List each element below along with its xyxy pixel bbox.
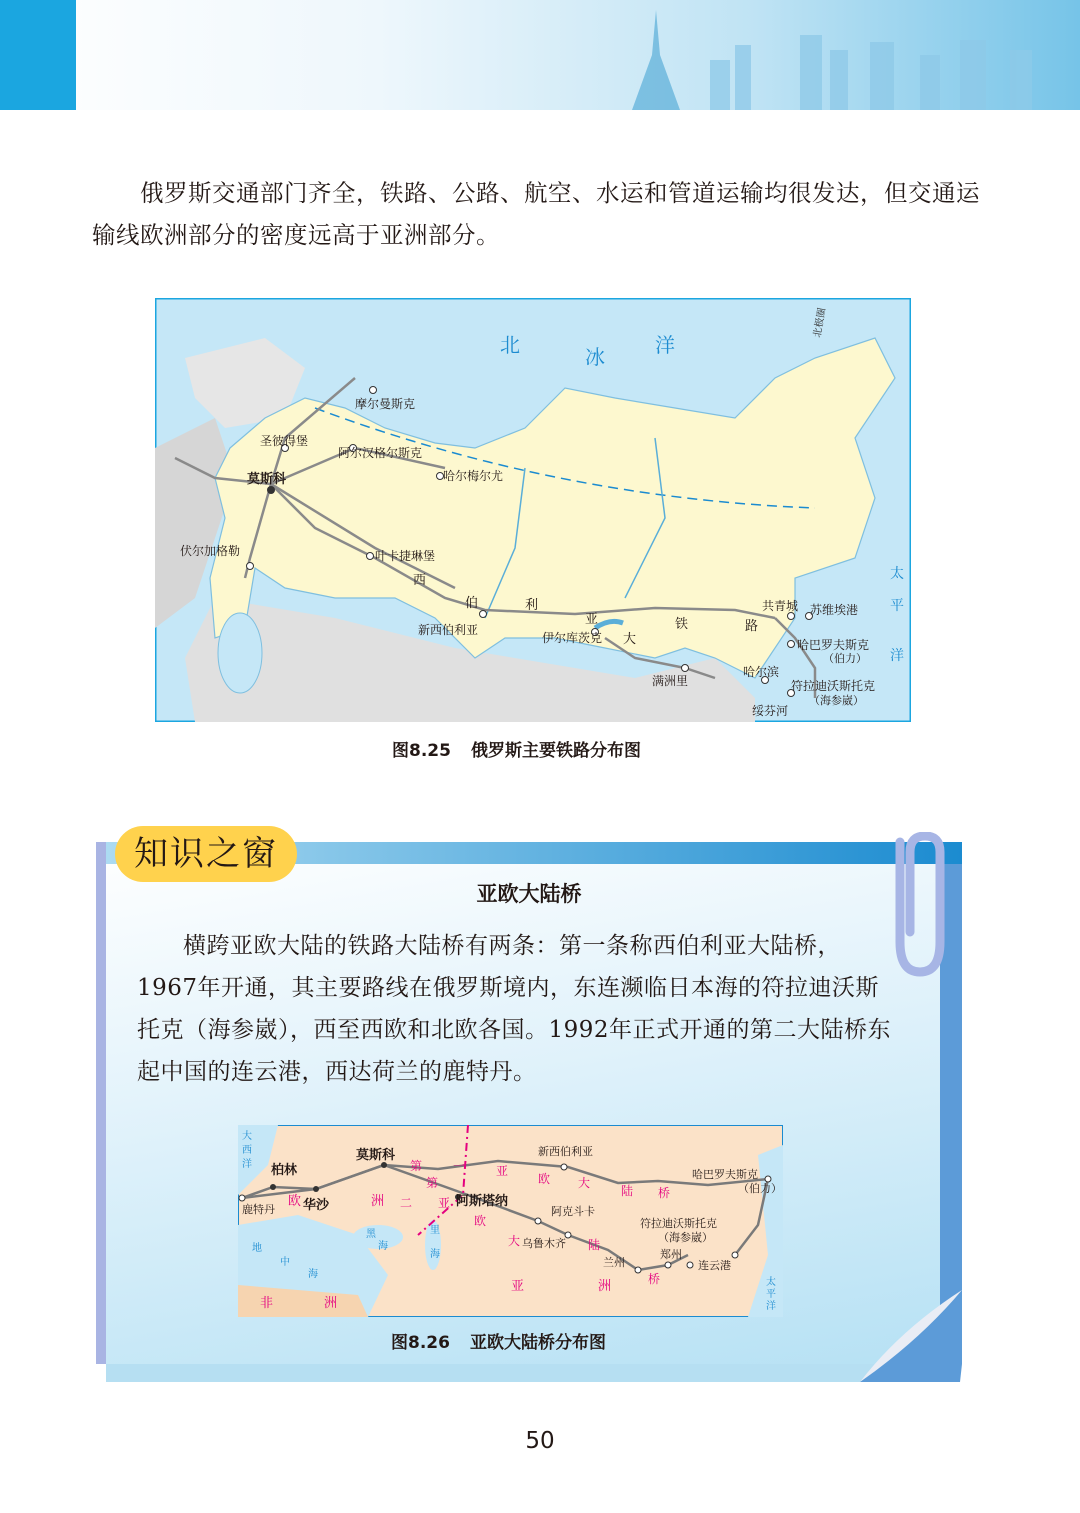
- bridge1-char: 亚: [496, 1164, 509, 1178]
- map2-khabarovsk-alt: （伯力）: [738, 1182, 782, 1195]
- map2-warsaw: 华沙: [303, 1198, 330, 1213]
- bridge1-char: 陆: [621, 1184, 634, 1198]
- atlantic-char: 大: [242, 1131, 252, 1142]
- bridge1-char: 桥: [658, 1186, 671, 1200]
- city-yekaterinburg: 叶卡捷琳堡: [375, 549, 436, 563]
- ocean-label-char: 太: [890, 566, 904, 582]
- region-europe: 欧: [288, 1194, 302, 1209]
- bridge2-char: 陆: [588, 1238, 601, 1252]
- map2-novosibirsk: 新西伯利亚: [538, 1145, 593, 1158]
- map2-zhengzhou: 郑州: [660, 1248, 682, 1261]
- railway-label-char: 西: [413, 573, 427, 588]
- pacific-char: 太: [766, 1277, 776, 1288]
- page-curl-decoration: [860, 1290, 962, 1382]
- figure1-caption-title: 俄罗斯主要铁路分布图: [470, 741, 641, 761]
- bridge2-char: 欧: [474, 1214, 487, 1228]
- map2-aktogay: 阿克斗卡: [551, 1205, 595, 1218]
- region-africa-char: 非: [260, 1296, 274, 1311]
- city-khabarovsk: 哈巴罗夫斯克: [797, 638, 870, 652]
- black-sea-char: 黑: [366, 1229, 376, 1240]
- map2-moscow: 莫斯科: [356, 1148, 396, 1163]
- city-manzhouli: 满洲里: [652, 674, 689, 688]
- pacific-char: 平: [766, 1289, 776, 1300]
- bridge2-char: 第: [426, 1176, 439, 1190]
- bridge1-char: 欧: [538, 1172, 551, 1186]
- knowledge-paragraph: 横跨亚欧大陆的铁路大陆桥有两条：第一条称西伯利亚大陆桥，1967年开通，其主要路线在俄罗斯境内，东连濒临日本海的符拉迪沃斯托克（海参崴），西至西欧和北欧各国。1992年正式开通的第二大陆桥东起中国的连云港，西达荷兰的鹿特丹。: [137, 933, 892, 1085]
- city-stpetersburg: 圣彼得堡: [260, 434, 309, 448]
- city-volgograd: 伏尔加格勒: [180, 544, 241, 558]
- bridge2-char: 大: [508, 1234, 521, 1248]
- page-header-banner: [0, 0, 1080, 110]
- city-moscow: 莫斯科: [247, 472, 287, 487]
- black-sea-char: 海: [378, 1241, 388, 1252]
- map2-lanzhou: 兰州: [603, 1256, 625, 1269]
- region-africa-char: 洲: [324, 1296, 338, 1311]
- ocean-label-char: 冰: [585, 345, 607, 369]
- city-vladivostok: 符拉迪沃斯托克: [791, 679, 876, 693]
- knowledge-window-badge: 知识之窗: [115, 826, 297, 882]
- region-zhou: 洲: [371, 1194, 385, 1209]
- knowledge-window-left-border: [96, 842, 106, 1364]
- skyline-decoration: [560, 0, 1080, 110]
- mediterranean-char: 地: [252, 1243, 262, 1254]
- map2-rotterdam: 鹿特丹: [242, 1203, 275, 1216]
- railway-label-char: 伯: [465, 596, 479, 611]
- russia-railway-map: [155, 298, 911, 722]
- railway-label-char: 铁: [675, 617, 689, 632]
- caspian-char: 里: [430, 1225, 440, 1236]
- intro-paragraph: 俄罗斯交通部门齐全，铁路、公路、航空、水运和管道运输均很发达，但交通运输线欧洲部分的密度远高于亚洲部分。: [92, 179, 980, 249]
- bridge2-char: 亚: [438, 1196, 451, 1210]
- bridge2-char: 二: [400, 1196, 413, 1210]
- city-khalmer: 哈尔梅尔尤: [443, 469, 504, 483]
- city-irkutsk: 伊尔库茨克: [542, 631, 603, 645]
- city-novosibirsk: 新西伯利亚: [418, 623, 479, 637]
- ocean-label-char: 洋: [655, 333, 677, 357]
- ocean-label-char: 洋: [890, 648, 904, 664]
- region-asia: 亚: [511, 1279, 525, 1294]
- figure2-caption-title: 亚欧大陆桥分布图: [469, 1333, 606, 1353]
- mediterranean-char: 中: [280, 1257, 290, 1268]
- city-komsomolsk: 共青城: [762, 599, 799, 613]
- map2-khabarovsk: 哈巴罗夫斯克: [692, 1168, 758, 1181]
- bridge1-char: 大: [578, 1176, 591, 1190]
- ocean-label-char: 平: [890, 598, 904, 614]
- city-vladivostok-alt: （海参崴）: [809, 694, 864, 707]
- railway-label-char: 路: [745, 619, 759, 634]
- map2-vladivostok: 符拉迪沃斯托克: [640, 1217, 717, 1230]
- map2-lianyungang: 连云港: [698, 1259, 731, 1272]
- page-number: 50: [525, 1428, 555, 1454]
- mediterranean-char: 海: [308, 1269, 318, 1280]
- ocean-label-char: 北: [500, 333, 522, 357]
- figure1-caption-number: 图8.25: [392, 741, 451, 761]
- atlantic-char: 西: [242, 1145, 252, 1156]
- figure1-caption: [392, 736, 641, 761]
- city-murmansk: 摩尔曼斯克: [355, 397, 416, 411]
- map2-berlin: 柏林: [271, 1163, 298, 1178]
- city-suifenhe: 绥芬河: [752, 704, 789, 718]
- map2-astana: 阿斯塔纳: [456, 1194, 509, 1209]
- city-sovgavan: 苏维埃港: [810, 603, 859, 617]
- caspian-char: 海: [430, 1249, 440, 1260]
- city-khabarovsk-alt: （伯力）: [823, 652, 867, 665]
- region-zhou: 洲: [598, 1279, 612, 1294]
- map2-vladivostok-alt: （海参崴）: [658, 1231, 713, 1244]
- bridge1-char: 第: [410, 1159, 423, 1173]
- railway-label-char: 大: [623, 632, 637, 647]
- figure2-caption-number: 图8.26: [391, 1333, 450, 1353]
- railway-label-char: 亚: [585, 612, 599, 627]
- figure2-caption: [391, 1328, 606, 1353]
- bridge1-char: 一: [453, 1159, 466, 1173]
- city-harbin: 哈尔滨: [743, 665, 780, 679]
- header-tab: [0, 0, 76, 110]
- railway-label-char: 利: [525, 598, 539, 613]
- eurasian-land-bridge-map: [238, 1125, 783, 1317]
- bridge2-char: 桥: [648, 1272, 661, 1286]
- atlantic-char: 洋: [242, 1159, 252, 1170]
- knowledge-window-bottom-border: [106, 1364, 886, 1382]
- map2-urumqi: 乌鲁木齐: [522, 1237, 566, 1250]
- pacific-char: 洋: [766, 1301, 776, 1312]
- arctic-circle-label: 北极圈: [812, 307, 829, 339]
- city-arkhangelsk: 阿尔汉格尔斯克: [338, 446, 423, 460]
- knowledge-title: 亚欧大陆桥: [476, 882, 582, 906]
